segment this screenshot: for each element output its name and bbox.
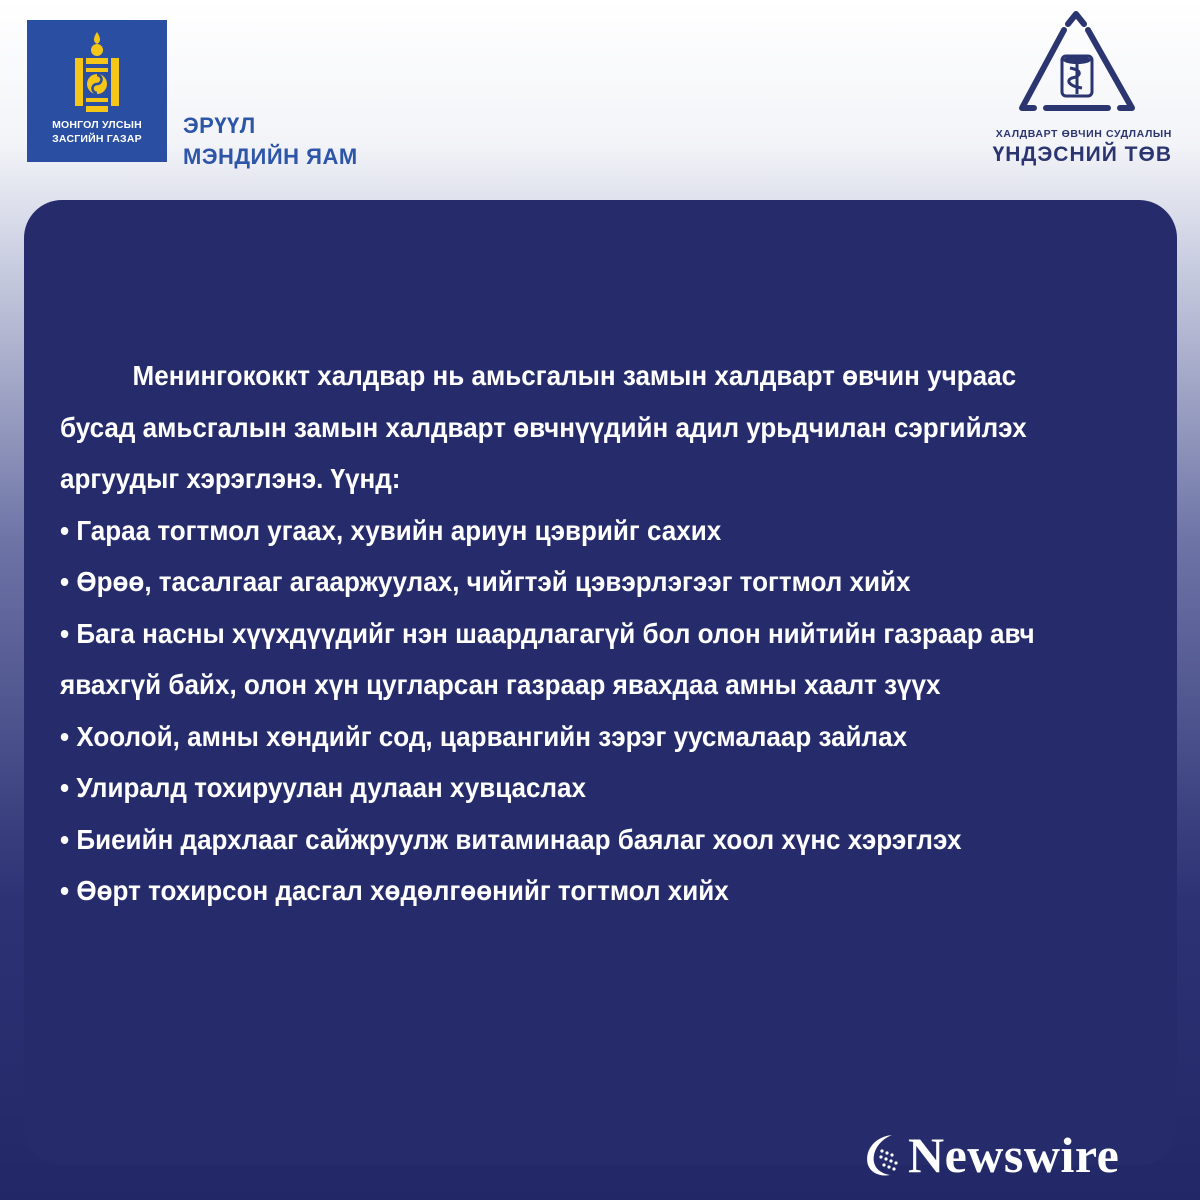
newswire-watermark xyxy=(862,1125,1119,1185)
intro-paragraph: Менингококкт халдвар нь амьсгалын замын халдварт өвчин учраас бусад амьсгалын замын халдварт өвчнүүдийн адил урьдчилан сэргийлэх аргуудыг хэрэглэнэ. Үүнд: xyxy=(60,360,1027,494)
bullet-item: • Улиралд тохируулан дулаан хувцаслах xyxy=(60,772,587,803)
globe-swoosh-icon xyxy=(862,1131,906,1179)
government-logo xyxy=(27,20,167,162)
center-name-big: ҮНДЭСНИЙ ТӨВ xyxy=(992,143,1172,166)
bullet-item: • Хоолой, амны хөндийг сод, царвангийн зэрэг уусмалаар зайлах xyxy=(60,720,908,752)
newswire-watermark-text: Newswire xyxy=(908,1127,1120,1183)
triangle-caduceus-icon xyxy=(1016,10,1138,120)
ministry-name-line: ЭРҮҮЛ xyxy=(183,113,256,138)
bullet-item: • Гараа тогтмол угаах, хувийн ариун цэврийг сахих xyxy=(60,514,722,546)
government-logo-line: МОНГОЛ УЛСЫН xyxy=(52,119,142,131)
bullet-item: • Бага насны хүүхдүүдийг нэн шаардлагагүй бол олон нийтийн газраар авч явахгүй байх, олон хүн цугларсан газраар явахдаа амны хаалт зүүх xyxy=(60,617,1035,700)
bullet-item: • Биеийн дархлааг сайжруулж витаминаар баялаг хоол хүнс хэрэглэх xyxy=(60,823,962,855)
center-name xyxy=(993,127,1172,169)
bullet-item: • Өрөө, тасалгааг агааржуулах, чийгтэй цэвэрлэгээг тогтмол хийх xyxy=(60,566,911,597)
government-logo-text xyxy=(52,118,142,146)
ministry-name-line: МЭНДИЙН ЯАМ xyxy=(183,144,358,169)
ministry-name xyxy=(183,110,358,172)
bullet-item: • Өөрт тохирсон дасгал хөдөлгөөнийг тогтмол хийх xyxy=(60,875,729,906)
soyombo-emblem-icon xyxy=(69,30,125,114)
content-text xyxy=(60,350,1083,917)
government-logo-line: ЗАСГИЙН ГАЗАР xyxy=(52,133,142,145)
header xyxy=(0,0,1200,200)
center-name-small: ХАЛДВАРТ ӨВЧИН СУДЛАЛЫН xyxy=(995,128,1172,140)
